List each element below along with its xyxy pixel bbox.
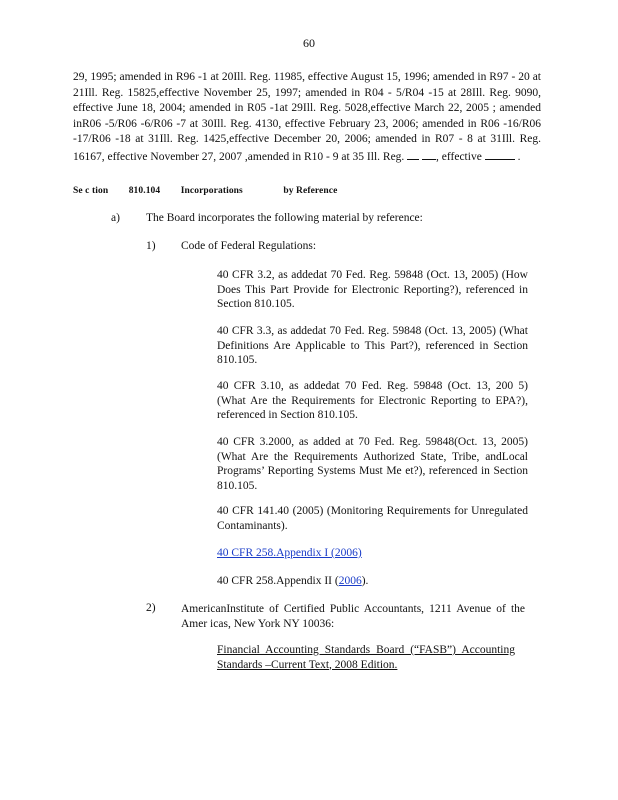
appendix-2-link[interactable]: 2006 [338, 575, 362, 587]
section-label: Se c tion [73, 186, 109, 196]
cfr-entry: 40 CFR 3.2, as addedat 70 Fed. Reg. 59848 (Oct. 13, 2005) (How Does This Part Provide for Electronic Reporting?), referenced in Section 810.105. [217, 269, 528, 310]
history-note [73, 70, 541, 166]
history-comma: , [436, 150, 439, 163]
item-2-text: AmericanInstitute of Certified Public Accountants, 1211 Avenue of the Amer icas, New York NY 10036: [181, 603, 525, 630]
section-number: 810.104 [128, 186, 161, 196]
fasb-reference [217, 643, 515, 672]
appendix-1-line [217, 546, 528, 561]
item-1-text: Code of Federal Regulations: [181, 240, 317, 252]
section-title-2: by Reference [283, 186, 338, 196]
history-period: . [517, 150, 521, 163]
cfr-entry: 40 CFR 141.40 (2005) (Monitoring Requirements for Unregulated Contaminants). [217, 505, 528, 532]
section-title-1: Incorporations [180, 186, 243, 196]
item-a-marker: a) [111, 212, 120, 224]
item-2-marker: 2) [146, 602, 156, 614]
cfr-entry: 40 CFR 3.3, as addedat 70 Fed. Reg. 59848 (Oct. 13, 2005) (What Definitions Are Applicable to This Part?), referenced in Section 810.105. [217, 325, 528, 366]
history-text: 29, 1995; amended in R96 -1 at 20Ill. Reg. 11985, effective August 15, 1996; amended in R97 - 20 at 21Ill. Reg. 15825,effective November 25, 1997; amended in R04 - 5/R04 -15 at 28Ill. Reg. 9090, effective June 18, 2004; amended in R05 -1at 29Ill. Reg. 5028,effective March 22, 2005 ; amended inR06 -5/R06 -6/R06 -7 at 30Ill. Reg. 4130, effective February 23, 2006; amended in R06 -16/R06 -17/R06 -18 at 31Ill. Reg. 1425,effective December 20, 2006; amended in R07 - 8 at 31Ill. Reg. 16167, effective November 27, 2007 ,amended in R10 - 9 at 35 Ill. Reg. [73, 71, 541, 163]
page-number: 60 [303, 36, 315, 50]
item-a-text: The Board incorporates the following material by reference: [146, 212, 423, 224]
section-heading [73, 186, 355, 196]
appendix-2-suffix: ). [361, 575, 369, 587]
cfr-entry: 40 CFR 3.10, as addedat 70 Fed. Reg. 59848 (Oct. 13, 200 5) (What Are the Requirements for Electronic Reporting to EPA?), referenced in Section 810.105. [217, 380, 528, 421]
appendix-2-prefix: 40 CFR 258.Appendix II ( [217, 575, 339, 587]
appendix-1-link[interactable]: 40 CFR 258.Appendix I (2006) [217, 547, 362, 559]
appendix-2-line [217, 574, 528, 589]
blank-line [407, 148, 419, 160]
blank-line [422, 148, 436, 160]
item-1-marker: 1) [146, 240, 156, 252]
history-effective: effective [441, 150, 482, 163]
cfr-entry: 40 CFR 3.2000, as added at 70 Fed. Reg. 59848(Oct. 13, 2005) (What Are the Requirements Authorized State, Tribe, andLocal Programs’ Reporting Systems Must Me et?), referenced in Section 810.105. [217, 436, 528, 492]
fasb-text: Financial Accounting Standards Board (“FASB”) Accounting Standards –Current Text, 2008 Edition. [217, 644, 515, 671]
blank-line [485, 148, 515, 160]
